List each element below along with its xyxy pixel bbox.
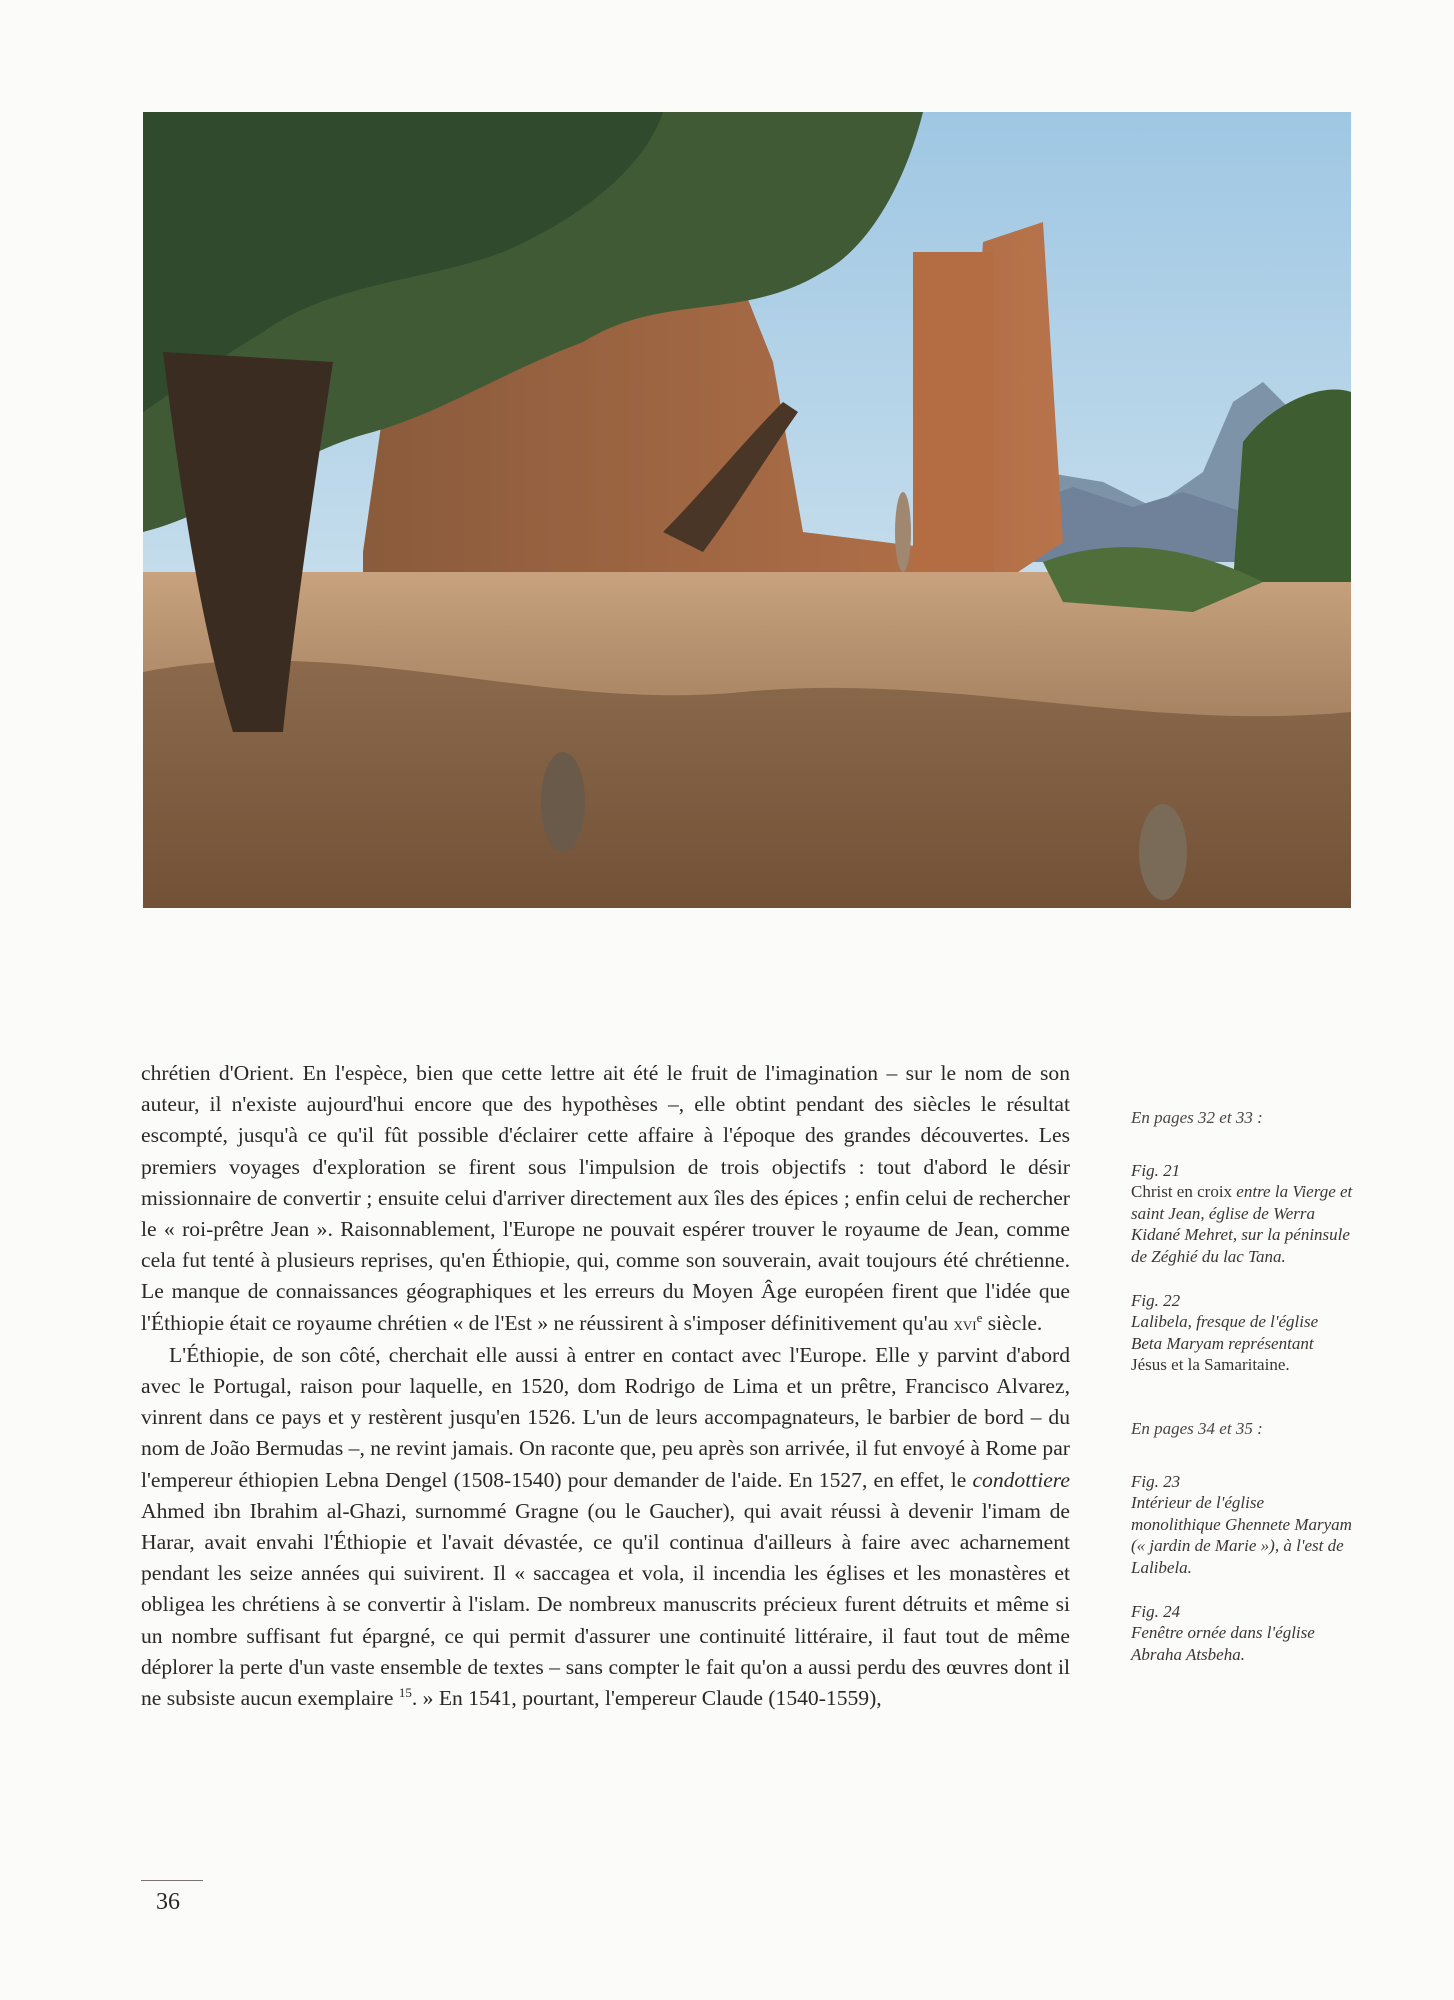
page-number-rule	[141, 1880, 203, 1881]
caption-fig-22	[1131, 1290, 1353, 1376]
body-text	[141, 1058, 1070, 1714]
paragraph-2-middle: Ahmed ibn Ibrahim al-Ghazi, surnommé Gragne (ou le Gaucher), qui avait réussi à devenir l'imam de Harar, avait envahi l'Éthiopie et l'avait dévastée, ce qu'il continua d'ailleurs à faire avec acharnement pendant les seize années qui suivirent. Il « saccagea et vola, il incendia les églises et les monastères et obligea les chrétiens à se convertir à l'islam. De nombreux manuscrits précieux furent détruits et même si un nombre suffisant fut épargné, ce qui permit d'assurer une continuité littéraire, il faut tout de même déplorer la perte d'un vaste ensemble de textes – sans compter le fait qu'on a aussi perdu des œuvres dont il ne subsiste aucun exemplaire	[141, 1498, 1070, 1711]
fig-22-desc: Lalibela, fresque de l'église Beta Maryam représentant	[1131, 1312, 1319, 1353]
caption-heading-2: En pages 34 et 35 :	[1131, 1418, 1263, 1438]
caption-sidebar	[1131, 1107, 1353, 1687]
century-superscript: e	[976, 1309, 983, 1325]
paragraph-1-text: chrétien d'Orient. En l'espèce, bien que cette lettre ait été le fruit de l'imagination – sur le nom de son auteur, il n'existe aujourd'hui encore que des hypothèses –, elle obtint pendant des siècles le résultat escompté, jusqu'à ce qu'il fût possible d'éclairer cette affaire à l'époque des grandes découvertes. Les premiers voyages d'exploration se firent sous l'impulsion de trois objectifs : tout d'abord le désir missionnaire de convertir ; ensuite celui d'arriver directement aux îles des épices ; enfin celui de rechercher le « roi-prêtre Jean ». Raisonnablement, l'Europe ne pouvait espérer trouver le royaume de Jean, comme cela fut tenté à plusieurs reprises, qu'en Éthiopie, qui, comme son souverain, avait toujours été chrétienne. Le manque de connaissances géographiques et les erreurs du Moyen Âge européen firent que l'idée que l'Éthiopie était ce royaume chrétien « de l'Est » ne réussirent à s'imposer définitivement qu'au	[141, 1061, 1070, 1335]
italic-term: condottiere	[972, 1467, 1070, 1492]
footnote-ref: 15	[398, 1684, 412, 1700]
century-numeral: xvi	[953, 1313, 977, 1334]
landscape-photo	[143, 112, 1351, 908]
fig-24-desc: Fenêtre ornée dans l'église Abraha Atsbeha.	[1131, 1623, 1315, 1664]
fig-24-label: Fig. 24	[1131, 1601, 1181, 1621]
paragraph-1	[141, 1058, 1070, 1340]
paragraph-2-end: . » En 1541, pourtant, l'empereur Claude (1540-1559),	[411, 1686, 882, 1711]
paragraph-2	[141, 1340, 1070, 1714]
fig-21-desc: entre la Vierge et saint Jean, église de Werra Kidané Mehret, sur la péninsule de Zéghié du lac Tana.	[1131, 1182, 1353, 1266]
fig-21-label: Fig. 21	[1131, 1160, 1181, 1180]
caption-fig-24	[1131, 1601, 1353, 1666]
caption-fig-21	[1131, 1160, 1353, 1268]
fig-23-label: Fig. 23	[1131, 1471, 1181, 1491]
fig-22-title: Jésus et la Samaritaine.	[1131, 1355, 1290, 1375]
paragraph-1-end: siècle.	[982, 1310, 1043, 1335]
caption-heading-1: En pages 32 et 33 :	[1131, 1108, 1263, 1127]
paragraph-2-text: L'Éthiopie, de son côté, cherchait elle aussi à entrer en contact avec l'Europe. Elle y parvint d'abord avec le Portugal, raison pour laquelle, en 1520, dom Rodrigo de Lima et un prêtre, Francisco Alvarez, vinrent dans ce pays et y restèrent jusqu'en 1526. L'un de leurs accompagnateurs, le barbier de bord – du nom de João Bermudas –, ne revint jamais. On raconte que, peu après son arrivée, il fut envoyé à Rome par l'empereur éthiopien Lebna Dengel (1508-1540) pour demander de l'aide. En 1527, en effet, le	[141, 1342, 1070, 1492]
caption-fig-23	[1131, 1471, 1353, 1579]
page-number: 36	[156, 1889, 180, 1915]
fig-21-title: Christ en croix	[1131, 1182, 1237, 1202]
fig-22-label: Fig. 22	[1131, 1290, 1181, 1310]
fig-23-desc: Intérieur de l'église monolithique Ghennete Maryam (« jardin de Marie »), à l'est de Lalibela.	[1131, 1493, 1352, 1577]
